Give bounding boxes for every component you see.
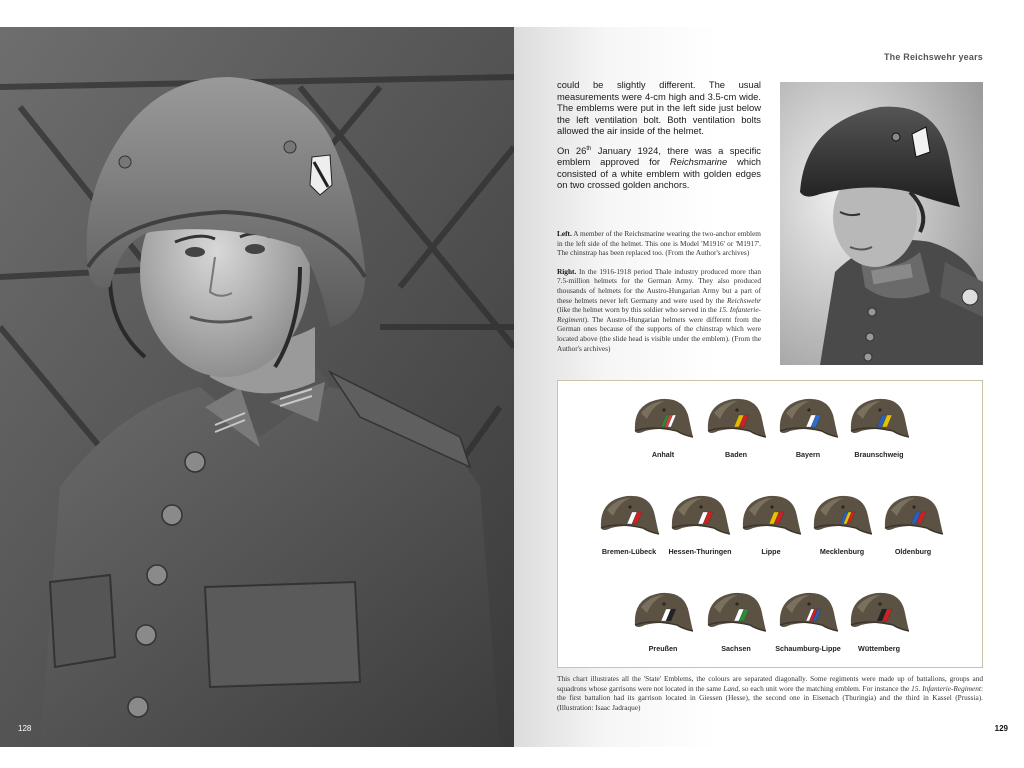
- helmet-state-label: Preußen: [648, 644, 678, 653]
- soldier-portrait-photo: [0, 27, 514, 747]
- photo-captions: [557, 229, 761, 362]
- helmet-state-label: Bremen-Lübeck: [601, 547, 657, 556]
- running-head: The Reichswehr years: [883, 52, 983, 62]
- helmet-icon: [847, 393, 911, 443]
- body-paragraph-2: On 26th January 1924, there was a specific emblem approved for Reichsmarine which consisted of a white emblem with golden edges on two crossed golden anchors.: [557, 144, 761, 190]
- helmet-icon: [704, 587, 768, 637]
- helmet-emblem-item: [868, 490, 958, 560]
- helmet-icon: [597, 490, 661, 540]
- helmet-icon: [776, 393, 840, 443]
- helmet-state-label: Baden: [725, 450, 747, 459]
- helmet-state-label: Hessen-Thuringen: [668, 547, 732, 556]
- helmet-state-label: Oldenburg: [894, 547, 932, 556]
- right-page: [514, 27, 1024, 747]
- chart-caption: This chart illustrates all the 'State' Emblems, the colours are separated diagonally. Some regiments were made up of battalions, groups and squadrons whose garrisons were not located in the same Land, so each unit wore the matching emblem. For instance the 15. Infanterie-Regiment: the first battalion had its garrison located in Giessen (Hesse), the second one in Eisenach (Thuringia) and the third in Kassel (Prussia). (Illustration: Isaac Jadraque): [557, 674, 983, 712]
- state-emblems-chart: [557, 380, 983, 668]
- helmet-icon: [704, 393, 768, 443]
- left-page: [0, 27, 514, 747]
- helmet-icon: [776, 587, 840, 637]
- helmet-emblem-item: [834, 393, 924, 463]
- soldier-profile-photo: [780, 82, 983, 365]
- helmet-state-label: Wüttemberg: [858, 644, 900, 653]
- helmet-icon: [631, 587, 695, 637]
- helmet-icon: [847, 587, 911, 637]
- helmet-icon: [739, 490, 803, 540]
- helmet-state-label: Schaumburg-Lippe: [775, 644, 841, 653]
- helmet-state-label: Mecklenburg: [819, 547, 865, 556]
- body-paragraph-1: could be slightly different. The usual measurements were 4-cm high and 3.5-cm wide. The emblems were put in the left side just below the left ventilation bolt. Both ventilation bolts allowed the air inside of the helmet.: [557, 79, 761, 136]
- helmet-icon: [631, 393, 695, 443]
- book-spread: [0, 27, 1024, 747]
- page-number-left: 128: [18, 724, 32, 733]
- caption-left: Left. A member of the Reichsmarine wearing the two-anchor emblem in the left side of the helmet. This one is Model 'M1916' or 'M1917'. The chinstrap has been replaced too. (From the Author's archives): [557, 229, 761, 258]
- helmet-icon: [881, 490, 945, 540]
- helmet-state-label: Lippe: [761, 547, 781, 556]
- body-text: [557, 79, 761, 199]
- helmet-state-label: Sachsen: [721, 644, 751, 653]
- helmet-icon: [810, 490, 874, 540]
- helmet-state-label: Anhalt: [651, 450, 675, 459]
- page-number-right: 129: [994, 724, 1008, 733]
- helmet-state-label: Bayern: [795, 450, 821, 459]
- caption-right: Right. In the 1916-1918 period Thale industry produced more than 7.5-million helmets for the German Army. They also produced thousands of helmets for the Austro-Hungarian Army but a part of these helmets never left Germany and were used by the Reichswehr (like the helmet worn by this soldier who served in the 15. Infanterie-Regiment). The Austro-Hungarian helmets were different from the German ones because of the supports of the chinstrap which were located above (the slide head is visible under the emblem). (From the Author's archives): [557, 266, 761, 353]
- helmet-state-label: Braunschweig: [854, 450, 904, 459]
- helmet-emblem-item: [834, 587, 924, 657]
- helmet-icon: [668, 490, 732, 540]
